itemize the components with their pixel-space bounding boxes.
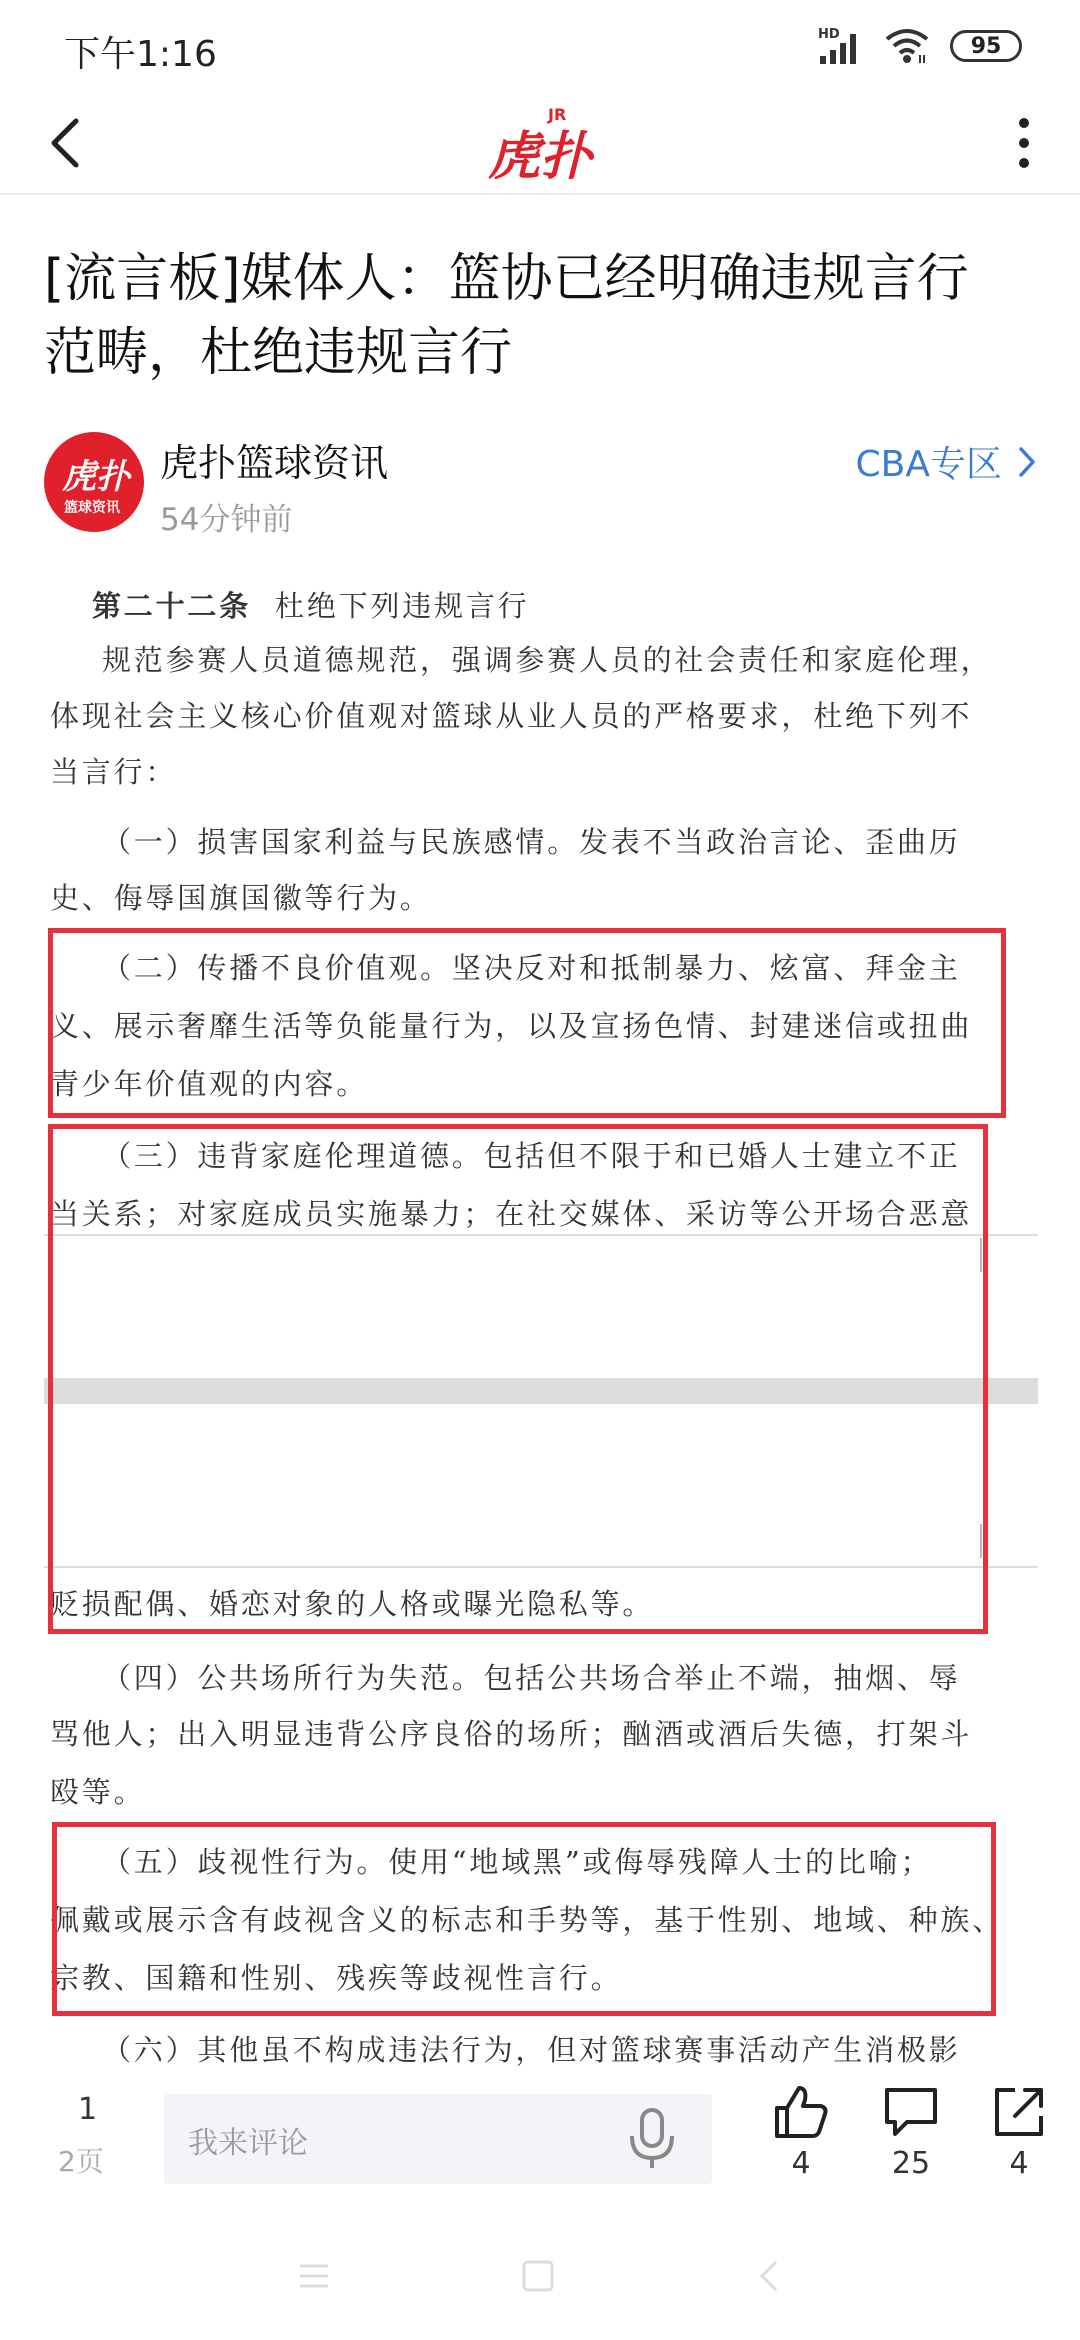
article-title-line-2: 范畴，杜绝违规言行 bbox=[44, 323, 513, 383]
doc-line: 青少年价值观的内容。 bbox=[50, 1067, 369, 1101]
network-type: HD bbox=[818, 27, 840, 42]
highlight-box bbox=[48, 928, 1006, 1118]
status-icons bbox=[816, 24, 1022, 68]
share-icon bbox=[989, 2082, 1049, 2142]
comment-placeholder: 我来评论 bbox=[188, 2126, 308, 2161]
avatar-text: 虎扑 bbox=[62, 457, 130, 497]
logo-text: 虎扑 bbox=[488, 127, 593, 184]
doc-line: 体现社会主义核心价值观对篮球从业人员的严格要求，杜绝下列不 bbox=[50, 699, 973, 733]
doc-line: 义、展示奢靡生活等负能量行为，以及宣扬色情、封建迷信或扭曲 bbox=[50, 1009, 973, 1043]
like-count: 4 bbox=[791, 2146, 811, 2181]
menu-icon[interactable] bbox=[296, 2258, 332, 2294]
doc-line: （五）歧视性行为。使用“地域黑”或侮辱残障人士的比喻； bbox=[102, 1845, 933, 1879]
doc-line: （一）损害国家利益与民族感情。发表不当政治言论、歪曲历 bbox=[102, 825, 961, 859]
doc-heading-article: 第二十二条 bbox=[92, 589, 252, 623]
doc-line: （六）其他虽不构成违法行为，但对篮球赛事活动产生消极影 bbox=[102, 2033, 961, 2067]
cba-zone-link[interactable] bbox=[856, 436, 1036, 487]
share-count: 4 bbox=[1009, 2146, 1029, 2181]
comment-button[interactable] bbox=[866, 2082, 956, 2181]
doc-line: 当关系；对家庭成员实施暴力；在社交媒体、采访等公开场合恶意 bbox=[50, 1197, 973, 1231]
like-button[interactable] bbox=[756, 2082, 846, 2181]
more-options-button[interactable] bbox=[994, 108, 1054, 178]
chevron-right-icon bbox=[1018, 446, 1036, 478]
publish-time: 54分钟前 bbox=[160, 502, 293, 538]
more-vertical-icon bbox=[1018, 117, 1030, 169]
status-bar bbox=[0, 0, 1080, 90]
top-nav bbox=[0, 90, 1080, 195]
highlight-box bbox=[48, 1124, 988, 1634]
back-triangle-icon[interactable] bbox=[752, 2258, 788, 2294]
doc-line: 规范参赛人员道德规范，强调参赛人员的社会责任和家庭伦理， bbox=[102, 643, 993, 677]
doc-line: 宗教、国籍和性别、残疾等歧视性言行。 bbox=[50, 1961, 623, 1995]
system-nav-bar bbox=[0, 2230, 1080, 2340]
thumbs-up-icon bbox=[771, 2082, 831, 2142]
battery-level: 95 bbox=[970, 33, 1002, 59]
doc-line: 史、侮辱国旗国徽等行为。 bbox=[50, 881, 432, 915]
back-button[interactable] bbox=[30, 108, 100, 178]
doc-heading-title: 杜绝下列违规言行 bbox=[275, 589, 530, 623]
comment-input[interactable] bbox=[164, 2094, 712, 2184]
doc-line: （三）违背家庭伦理道德。包括但不限于和已婚人士建立不正 bbox=[102, 1139, 961, 1173]
microphone-icon[interactable] bbox=[622, 2106, 682, 2172]
page-total: 2页 bbox=[58, 2145, 104, 2178]
zone-link-label: CBA专区 bbox=[855, 444, 1002, 485]
wifi-icon bbox=[884, 27, 930, 65]
doc-line: 当言行： bbox=[50, 755, 178, 789]
doc-heading bbox=[92, 584, 529, 625]
chevron-left-icon bbox=[48, 117, 82, 169]
battery-indicator bbox=[950, 30, 1022, 62]
signal-icon bbox=[816, 26, 864, 66]
hupu-logo bbox=[486, 100, 596, 184]
doc-line: 贬损配偶、婚恋对象的人格或曝光隐私等。 bbox=[50, 1587, 655, 1621]
document-image bbox=[44, 572, 1036, 2072]
doc-line: （四）公共场所行为失范。包括公共场合举止不端，抽烟、辱 bbox=[102, 1661, 961, 1695]
author-name[interactable]: 虎扑篮球资讯 bbox=[160, 441, 389, 485]
author-avatar[interactable] bbox=[44, 432, 144, 532]
doc-line: 佩戴或展示含有歧视含义的标志和手势等，基于性别、地域、种族、 bbox=[50, 1903, 1005, 1937]
avatar-subtext: 篮球资讯 bbox=[64, 500, 120, 516]
page-current[interactable]: 1 bbox=[78, 2092, 98, 2127]
doc-line: 殴等。 bbox=[50, 1775, 146, 1809]
avatar-logo bbox=[44, 432, 144, 532]
comment-count: 25 bbox=[891, 2146, 931, 2181]
comment-bubble-icon bbox=[881, 2082, 941, 2142]
share-button[interactable] bbox=[974, 2082, 1064, 2181]
home-icon[interactable] bbox=[520, 2258, 556, 2294]
article-title-line-1: [流言板]媒体人：篮协已经明确违规言行 bbox=[44, 249, 969, 309]
doc-line: （二）传播不良价值观。坚决反对和抵制暴力、炫富、拜金主 bbox=[102, 951, 961, 985]
doc-line: 骂他人；出入明显违背公序良俗的场所；酗酒或酒后失德，打架斗 bbox=[50, 1717, 973, 1751]
highlight-box bbox=[52, 1822, 996, 2016]
logo-badge: JR bbox=[548, 105, 567, 124]
status-time: 下午1:16 bbox=[64, 34, 217, 75]
article-title bbox=[44, 242, 1044, 390]
